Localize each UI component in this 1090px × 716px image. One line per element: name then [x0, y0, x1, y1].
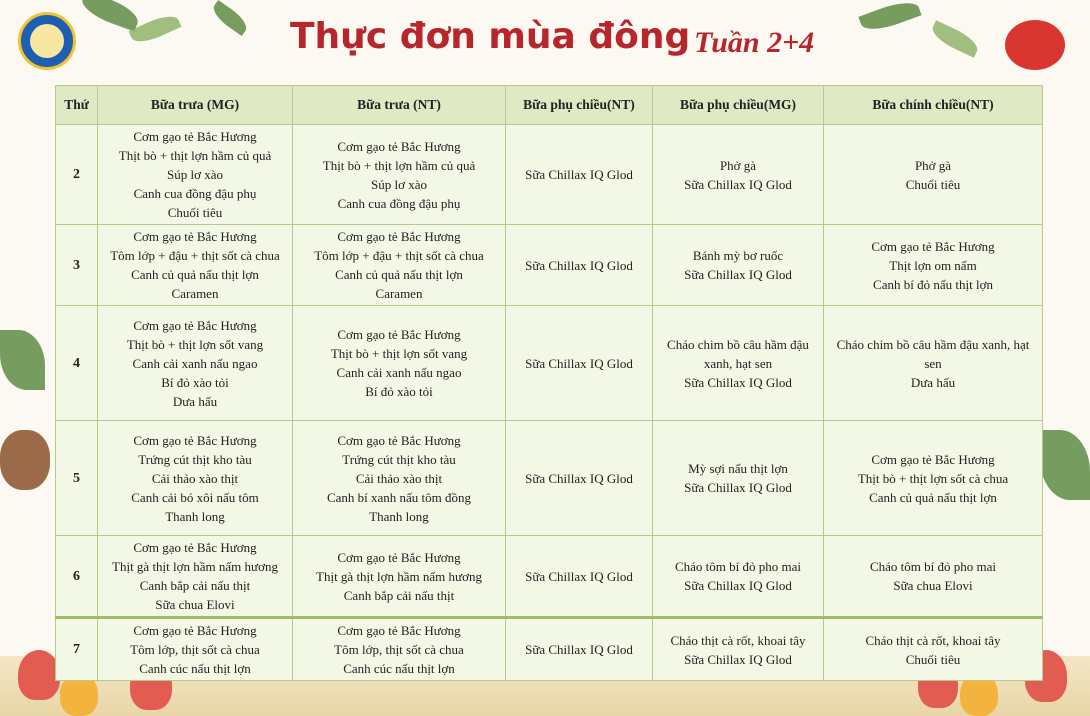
menu-cell: [293, 306, 506, 421]
menu-item: Sữa Chillax IQ Glod: [525, 355, 633, 371]
menu-item: Canh củ quả nấu thịt lợn: [335, 267, 463, 282]
menu-item: Cải thảo xào thịt: [355, 470, 443, 486]
menu-item: Sữa Chillax IQ Glod: [525, 470, 633, 486]
menu-item: Dưa hấu: [910, 374, 956, 390]
menu-cell: [653, 125, 824, 225]
menu-cell: [506, 225, 653, 306]
menu-item: Mỳ sợi nấu thịt lợn: [688, 461, 788, 476]
page-title: Thực đơn mùa đông: [290, 16, 691, 57]
menu-item: Sữa Chillax IQ Glod: [525, 568, 633, 584]
menu-item: Cơm gạo tẻ Bắc Hương: [871, 451, 995, 467]
menu-cell: [824, 125, 1043, 225]
menu-item: Canh cúc nấu thịt lợn: [139, 661, 251, 676]
menu-cell: [653, 225, 824, 306]
menu-item: Bí đỏ xào tỏi: [365, 384, 433, 399]
table-row: [56, 536, 1043, 618]
menu-cell: [653, 421, 824, 536]
menu-cell: [653, 306, 824, 421]
table-row: [56, 618, 1043, 681]
menu-cell: [824, 225, 1043, 306]
tomato-decoration: [1005, 20, 1065, 70]
table-header-row: [56, 86, 1043, 125]
menu-item: Caramen: [171, 286, 219, 301]
menu-item: Cháo tôm bí đỏ pho mai: [869, 559, 997, 574]
menu-cell: [98, 225, 293, 306]
menu-item: Cháo thịt cà rốt, khoai tây: [865, 632, 1001, 648]
menu-item: Chuối tiêu: [905, 176, 961, 192]
menu-item: Cháo thịt cà rốt, khoai tây: [670, 632, 806, 648]
menu-cell: [293, 536, 506, 618]
menu-item: Tôm lớp + đậu + thịt sốt cà chua: [314, 248, 484, 263]
table-row: [56, 421, 1043, 536]
menu-item: Cơm gạo tẻ Bắc Hương: [337, 229, 461, 244]
menu-item: Cơm gạo tẻ Bắc Hương: [337, 549, 461, 565]
day-cell: 6: [56, 536, 98, 618]
leaf-decoration: [929, 20, 982, 57]
leaf-decoration: [78, 0, 142, 32]
menu-item: Canh bí đỏ nấu thịt lợn: [873, 276, 993, 292]
menu-cell: [506, 536, 653, 618]
menu-item: Sữa Chillax IQ Glod: [525, 167, 633, 182]
menu-item: Chuối tiêu: [905, 651, 961, 667]
table-row: [56, 225, 1043, 306]
page-subtitle: Tuần 2+4: [694, 26, 815, 59]
menu-item: Cơm gạo tẻ Bắc Hương: [337, 138, 461, 154]
menu-item: Sữa Chillax IQ Glod: [684, 480, 792, 495]
day-cell: 5: [56, 421, 98, 536]
day-cell: 3: [56, 225, 98, 306]
column-header: Thứ: [56, 86, 98, 125]
menu-item: Tôm lớp, thịt sốt cà chua: [334, 642, 464, 657]
menu-cell: [824, 536, 1043, 618]
menu-item: Canh củ quả nấu thịt lợn: [869, 489, 997, 505]
menu-item: Sữa Chillax IQ Glod: [684, 374, 792, 390]
menu-item: Cơm gạo tẻ Bắc Hương: [871, 238, 995, 254]
menu-cell: [293, 125, 506, 225]
menu-cell: [506, 618, 653, 681]
menu-item: Thanh long: [369, 508, 429, 524]
menu-item: Thanh long: [165, 508, 225, 524]
menu-item: Sữa Chillax IQ Glod: [684, 176, 792, 192]
menu-item: Cơm gạo tẻ Bắc Hương: [337, 623, 461, 638]
menu-cell: [98, 536, 293, 618]
menu-item: Sữa Chillax IQ Glod: [525, 642, 633, 657]
menu-item: Canh bắp cải nấu thịt: [343, 587, 455, 603]
menu-item: Canh cải xanh nấu ngao: [132, 355, 258, 371]
menu-item: Canh bắp cải nấu thịt: [139, 578, 251, 593]
menu-item: Phở gà: [914, 157, 952, 173]
menu-item: Thịt gà thịt lợn hầm nấm hương: [316, 568, 482, 584]
menu-item: Bí đỏ xào tỏi: [161, 374, 229, 390]
menu-item: Chuối tiêu: [167, 205, 223, 220]
menu-cell: [98, 125, 293, 225]
menu-item: Cơm gạo tẻ Bắc Hương: [133, 229, 257, 244]
menu-item: Cải thảo xào thịt: [151, 470, 239, 486]
menu-item: Sữa Chillax IQ Glod: [525, 257, 633, 273]
column-header: Bữa trưa (NT): [293, 86, 506, 125]
lettuce-decoration: [1040, 430, 1090, 500]
menu-cell: [293, 618, 506, 681]
menu-cell: [506, 421, 653, 536]
menu-cell: [653, 536, 824, 618]
menu-cell: [824, 618, 1043, 681]
column-header: Bữa trưa (MG): [98, 86, 293, 125]
menu-item: Bánh mỳ bơ ruốc: [692, 248, 784, 263]
leaf-decoration: [858, 0, 921, 36]
menu-cell: [98, 421, 293, 536]
menu-table: [55, 85, 1043, 681]
menu-item: Súp lơ xào: [371, 176, 427, 192]
table-row: [56, 306, 1043, 421]
menu-item: Caramen: [375, 286, 423, 301]
table-row: [56, 125, 1043, 225]
column-header: Bữa phụ chiều(MG): [653, 86, 824, 125]
menu-cell: [293, 421, 506, 536]
menu-item: Thịt lợn om nấm: [889, 257, 977, 273]
mushroom-decoration: [0, 430, 50, 490]
menu-item: Dưa hấu: [172, 393, 218, 409]
menu-item: Thịt bò + thịt lợn hầm củ quả: [322, 157, 476, 173]
menu-item: Phở gà: [719, 157, 757, 173]
lettuce-decoration: [0, 330, 45, 390]
leaf-decoration: [209, 0, 251, 36]
menu-item: Thịt bò + thịt lợn sốt cà chua: [857, 470, 1009, 486]
menu-cell: [98, 618, 293, 681]
menu-cell: [824, 421, 1043, 536]
menu-cell: [653, 618, 824, 681]
menu-item: Sữa chua Elovi: [893, 578, 973, 593]
menu-item: Cơm gạo tẻ Bắc Hương: [133, 317, 257, 333]
menu-item: Trứng cút thịt kho tàu: [342, 451, 456, 467]
menu-cell: [293, 225, 506, 306]
menu-item: Cơm gạo tẻ Bắc Hương: [133, 540, 257, 555]
column-header: Bữa phụ chiều(NT): [506, 86, 653, 125]
menu-item: Cháo chim bồ câu hầm đậu xanh, hạt sen: [836, 336, 1030, 371]
menu-cell: [98, 306, 293, 421]
day-cell: 4: [56, 306, 98, 421]
menu-item: Sữa Chillax IQ Glod: [684, 651, 792, 667]
menu-item: Tôm lớp, thịt sốt cà chua: [130, 642, 260, 657]
menu-item: Canh cua đồng đậu phụ: [337, 195, 461, 211]
leaf-decoration: [129, 10, 182, 47]
menu-item: Canh củ quả nấu thịt lợn: [131, 267, 259, 282]
menu-item: Thịt bò + thịt lợn sốt vang: [330, 346, 468, 361]
menu-item: Cơm gạo tẻ Bắc Hương: [337, 327, 461, 342]
menu-item: Canh bí xanh nấu tôm đồng: [326, 489, 472, 505]
menu-item: Canh cua đồng đậu phụ: [133, 186, 257, 201]
menu-item: Tôm lớp + đậu + thịt sốt cà chua: [110, 248, 280, 263]
menu-item: Sữa Chillax IQ Glod: [684, 267, 792, 282]
menu-item: Thịt gà thịt lợn hầm nấm hương: [112, 559, 278, 574]
menu-item: Súp lơ xào: [167, 167, 223, 182]
menu-item: Sữa Chillax IQ Glod: [684, 578, 792, 593]
logo-emblem: [30, 24, 64, 58]
flower-decoration: [18, 650, 60, 700]
menu-item: Trứng cút thịt kho tàu: [138, 451, 252, 467]
menu-item: Canh cải bó xôi nấu tôm: [131, 489, 259, 505]
menu-item: Canh cúc nấu thịt lợn: [343, 661, 455, 676]
menu-item: Cháo chim bồ câu hầm đậu xanh, hạt sen: [667, 336, 809, 371]
column-header: Bữa chính chiều(NT): [824, 86, 1043, 125]
day-cell: 7: [56, 618, 98, 681]
menu-item: Canh cải xanh nấu ngao: [336, 365, 462, 380]
menu-cell: [506, 125, 653, 225]
day-cell: 2: [56, 125, 98, 225]
menu-item: Thịt bò + thịt lợn sốt vang: [126, 336, 264, 352]
school-logo: [18, 12, 76, 70]
menu-item: Cơm gạo tẻ Bắc Hương: [133, 129, 257, 144]
menu-item: Cơm gạo tẻ Bắc Hương: [337, 432, 461, 448]
menu-item: Sữa chua Elovi: [155, 597, 235, 612]
menu-item: Thịt bò + thịt lợn hầm củ quả: [118, 148, 272, 163]
menu-item: Cơm gạo tẻ Bắc Hương: [133, 432, 257, 448]
menu-cell: [506, 306, 653, 421]
menu-item: Cháo tôm bí đỏ pho mai: [674, 559, 802, 574]
menu-cell: [824, 306, 1043, 421]
menu-item: Cơm gạo tẻ Bắc Hương: [133, 623, 257, 638]
